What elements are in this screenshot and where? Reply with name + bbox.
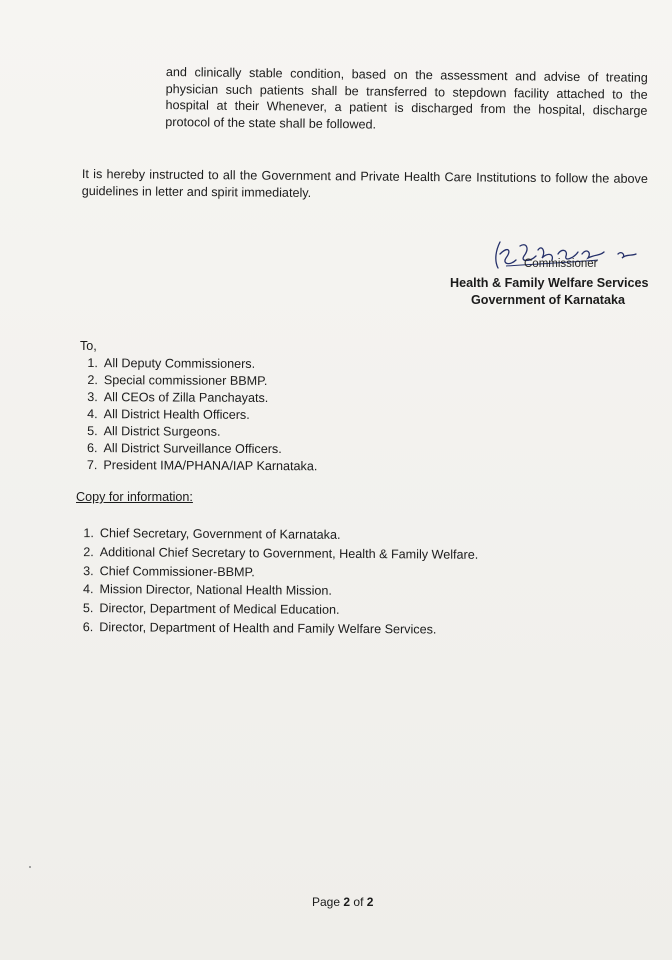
- list-item: 5. Director, Department of Medical Education.: [82, 601, 340, 618]
- scan-speck: [29, 866, 31, 868]
- list-item: 6. All District Surveillance Officers.: [86, 441, 282, 457]
- recipient-list: [77, 355, 318, 475]
- list-item: 4. All District Health Officers.: [87, 407, 250, 422]
- list-item: 1. All Deputy Commissioners.: [87, 356, 256, 371]
- list-item: 3. All CEOs of Zilla Panchayats.: [87, 390, 269, 405]
- to-label: To,: [80, 339, 97, 353]
- list-item: 2. Special commissioner BBMP.: [87, 373, 268, 388]
- copy-recipient-list: [73, 524, 478, 640]
- instruction-paragraph: It is hereby instructed to all the Government and Private Health Care Institutions to follow the above guidelines in letter and spirit immediately.: [81, 166, 648, 200]
- government-name: Government of Karnataka: [471, 293, 625, 307]
- signatory-title: Commissioner: [524, 258, 598, 270]
- office-name: Health & Family Welfare Services: [450, 276, 649, 290]
- list-item: 4. Mission Director, National Health Mission.: [82, 582, 332, 599]
- list-item: 3. Chief Commissioner-BBMP.: [83, 563, 255, 579]
- list-item: 1. Chief Secretary, Government of Karnataka.: [83, 526, 341, 542]
- list-item: 7. President IMA/PHANA/IAP Karnataka.: [86, 458, 318, 474]
- page-number: Page 2 of 2: [312, 895, 374, 909]
- continuation-paragraph: and clinically stable condition, based on the assessment and advise of treating physician such patients shall be transferred to stepdown facility attached to the hospital at their Whenever, a patient is discharged from the hospital, discharge protocol of the state shall be followed.: [165, 64, 648, 132]
- signature-block: [486, 236, 646, 274]
- copy-for-information-label: Copy for information:: [76, 490, 193, 504]
- list-item: 5. All District Surgeons.: [87, 424, 221, 439]
- list-item: 6. Director, Department of Health and Family Welfare Services.: [82, 620, 437, 637]
- list-item: 2. Additional Chief Secretary to Government, Health & Family Welfare.: [83, 544, 479, 562]
